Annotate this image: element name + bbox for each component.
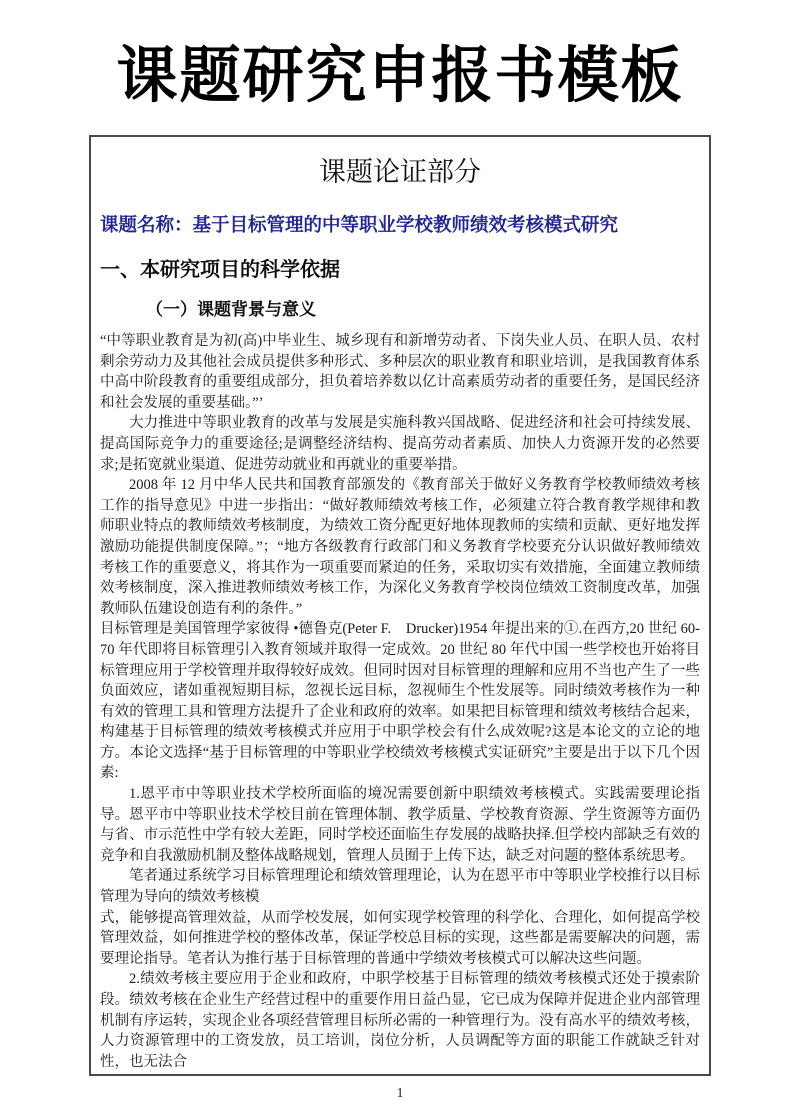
document-title: 课题研究申报书模板 <box>116 41 684 109</box>
body-paragraph: 2008 年 12 月中华人民共和国教育部颁发的《教育部关于做好义务教育学校教师绩效考核工作的指导意见》中进一步指出：“做好教师绩效考核工作，必须建立符合教育教学规律和教师职业特点的教师绩效考核制度，为绩效工资分配更好地体现教师的实绩和贡献、更好地发挥激励功能提供制度保障。”；“地方各级教育行政部门和义务教育学校要充分认识做好教师绩效考核工作的重要意义，将其作为一项重要而紧迫的任务，采取切实有效措施，全面建立教师绩效考核制度，深入推进教师绩效考核工作，为深化义务教育学校岗位绩效工资制度改革，加强教师队伍建设创造有利的条件。” <box>100 477 700 617</box>
body-paragraph: “中等职业教育是为初(高)中毕业生、城乡现有和新增劳动者、下岗失业人员、在职人员、农村剩余劳动力及其他社会成员提供多种形式、多种层次的职业教育和职业培训，是我国教育体系中高中阶段教育的重要组成部分，担负着培养数以亿计高素质劳动者的重要任务，是国民经济和社会发展的重要基础。”’ <box>100 333 700 411</box>
body-paragraph: 2.绩效考核主要应用于企业和政府，中职学校基于目标管理的绩效考核模式还处于摸索阶段。绩效考核在企业生产经营过程中的重要作用日益凸显，它已成为保障并促进企业内部管理机制有序运转，实现企业各项经营管理目标所必需的一种管理行为。没有高水平的绩效考核，人力资源管理中的工资发放，员工培训，岗位分析，人员调配等方面的职能工作就缺乏针对性，也无法合 <box>100 971 700 1070</box>
page-number: 1 <box>396 1085 404 1101</box>
body-text <box>100 331 700 1072</box>
topic-label: 课题名称： <box>100 214 193 235</box>
topic-title-line <box>100 213 700 237</box>
document-page <box>0 40 800 1107</box>
body-paragraph: 目标管理是美国管理学家彼得 •德鲁克(Peter F. Drucker)1954 年提出来的①.在西方,20 世纪 60-70 年代即将目标管理引入教育领域并取得一定成效。20 世纪 80 年代中国一些学校也开始将目标管理应用于学校管理并取得较好成效。但同时因对目标管理的理解和应用不当也产生了一些负面效应，诸如重视短期目标，忽视长远目标，忽视师生个性发展等。同时绩效考核作为一种有效的管理工具和管理方法提升了企业和政府的效率。如果把目标管理和绩效考核结合起来，构建基于目标管理的绩效考核模式并应用于中职学校会有什么成效呢?这是本论文的立论的地方。本论文选择“基于目标管理的中等职业学校绩效考核模式实证研究”主要是出于以下几个因素: <box>100 621 700 782</box>
section-heading-scientific-basis: 一、本研究项目的科学依据 <box>100 259 340 281</box>
body-paragraph: 大力推进中等职业教育的改革与发展是实施科教兴国战略、促进经济和社会可持续发展、提高国际竞争力的重要途径;是调整经济结构、提高劳动者素质、加快人力资源开发的必然要求;是拓宽就业渠道、促进劳动就业和再就业的重要举措。 <box>100 415 700 473</box>
body-paragraph: 笔者通过系统学习目标管理理论和绩效管理理论，认为在恩平市中等职业学校推行以目标管理为导向的绩效考核模 <box>100 868 700 906</box>
content-box <box>89 135 711 1076</box>
body-paragraph: 1.恩平市中等职业技术学校所面临的境况需要创新中职绩效考核模式。实践需要理论指导。恩平市中等职业技术学校目前在管理体制、教学质量、学校教育资源、学生资源等方面仍与省、市示范性中学有较大差距，同时学校还面临生存发展的战略抉择.但学校内部缺乏有效的竞争和自我激励机制及整体战略规划，管理人员囿于上传下达，缺乏对问题的整体系统思考。 <box>100 786 700 864</box>
argumentation-part-heading: 课题论证部分 <box>319 157 481 187</box>
topic-title: 基于目标管理的中等职业学校教师绩效考核模式研究 <box>192 214 619 235</box>
subsection-heading-background: （一）课题背景与意义 <box>146 300 316 319</box>
body-paragraph: 式，能够提高管理效益，从而学校发展，如何实现学校管理的科学化、合理化，如何提高学校管理效益，如何推进学校的整体改革，保证学校总目标的实现，这些都是需要解决的问题，需要理论指导。笔者认为推行基于目标管理的普通中学绩效考核模式可以解决这些问题。 <box>100 909 700 967</box>
